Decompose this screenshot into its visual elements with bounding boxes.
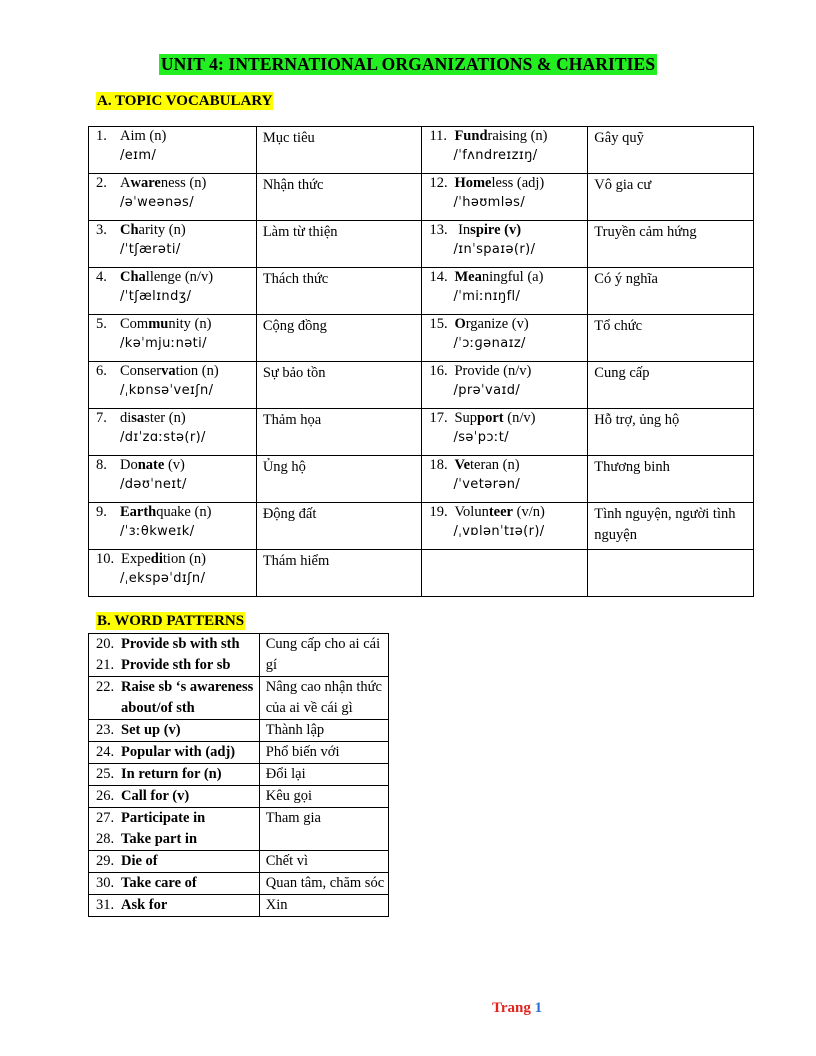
pattern-meaning-cell bbox=[259, 786, 388, 808]
vocabulary-table bbox=[88, 126, 754, 597]
vocab-word-plain-end: (n/v) bbox=[503, 410, 536, 426]
vocab-word-stress: mu bbox=[148, 316, 169, 332]
vocab-meaning-cell bbox=[256, 268, 422, 315]
vocab-word-plain-end: tion (n) bbox=[175, 363, 219, 379]
vocab-meaning: Cộng đồng bbox=[262, 318, 327, 334]
pattern-phrase bbox=[89, 677, 259, 719]
vocab-meaning-cell bbox=[256, 503, 422, 550]
vocab-word-plain-end: quake (n) bbox=[156, 504, 212, 520]
vocab-ipa: /ˌekspəˈdɪʃn/ bbox=[120, 571, 206, 586]
vocab-word-stress: Fund bbox=[454, 128, 488, 144]
pattern-phrase-cell bbox=[89, 764, 260, 786]
pattern-number: 21. bbox=[96, 657, 115, 673]
vocab-word bbox=[89, 127, 256, 163]
vocab-word-plain: Sup bbox=[454, 410, 478, 426]
pattern-text: Die of bbox=[121, 853, 158, 869]
pattern-meaning: Xin bbox=[265, 897, 288, 913]
vocab-ipa: /ˈvetərən/ bbox=[453, 477, 521, 492]
pattern-phrase bbox=[89, 829, 259, 850]
pattern-number: 29. bbox=[96, 853, 115, 869]
pattern-phrase bbox=[89, 786, 259, 807]
pattern-meaning: Cung cấp cho ai cái gí bbox=[265, 636, 381, 673]
vocab-meaning: Nhận thức bbox=[262, 177, 324, 193]
vocab-meaning-cell bbox=[256, 362, 422, 409]
pattern-meaning: Chết vì bbox=[265, 853, 309, 869]
vocab-meaning-cell bbox=[588, 221, 754, 268]
pattern-meaning: Nâng cao nhận thức của ai về cái gì bbox=[265, 679, 382, 716]
pattern-meaning-cell bbox=[259, 677, 388, 720]
vocab-word-plain-end: Aim (n) bbox=[120, 128, 167, 144]
pattern-meaning: Phổ biến với bbox=[265, 744, 340, 760]
vocab-meaning-cell bbox=[256, 409, 422, 456]
vocab-ipa: /ˈtʃærəti/ bbox=[120, 242, 181, 257]
vocab-word-cell bbox=[422, 268, 588, 315]
vocab-word-stress: ware bbox=[130, 175, 161, 191]
vocab-row bbox=[89, 174, 754, 221]
pattern-phrase bbox=[89, 742, 259, 763]
vocab-word-plain-end: llenge (n/v) bbox=[145, 269, 214, 285]
pattern-text: Provide sb with sth bbox=[121, 636, 240, 652]
pattern-phrase-cell bbox=[89, 677, 260, 720]
vocab-word-cell bbox=[89, 456, 257, 503]
pattern-meaning-cell bbox=[259, 634, 388, 677]
vocab-word-plain-end: rganize (v) bbox=[465, 316, 529, 332]
vocab-number: 11. bbox=[429, 128, 448, 144]
vocab-ipa: /kəˈmjuːnəti/ bbox=[120, 336, 207, 351]
vocab-word bbox=[89, 362, 256, 398]
pattern-row bbox=[89, 895, 389, 917]
vocab-word-plain: Do bbox=[120, 457, 138, 473]
vocab-word bbox=[422, 127, 587, 163]
vocab-word bbox=[89, 456, 256, 492]
vocab-word bbox=[422, 174, 587, 210]
vocab-meaning: Thách thức bbox=[262, 271, 329, 287]
vocab-word bbox=[89, 221, 256, 257]
vocab-word bbox=[422, 503, 587, 539]
vocab-word-plain: Com bbox=[120, 316, 149, 332]
vocab-meaning-cell bbox=[588, 127, 754, 174]
vocab-word bbox=[89, 550, 256, 586]
pattern-text: Provide sth for sb bbox=[121, 657, 231, 673]
vocab-number: 10. bbox=[96, 551, 115, 567]
vocab-meaning-cell bbox=[588, 456, 754, 503]
vocab-word-cell bbox=[89, 268, 257, 315]
vocab-meaning: Làm từ thiện bbox=[262, 224, 338, 240]
vocab-meaning-cell bbox=[588, 268, 754, 315]
pattern-phrase bbox=[89, 634, 259, 655]
vocab-word-cell bbox=[89, 127, 257, 174]
pattern-row bbox=[89, 742, 389, 764]
pattern-number: 20. bbox=[96, 636, 115, 652]
pattern-phrase-cell bbox=[89, 634, 260, 677]
pattern-number: 28. bbox=[96, 831, 115, 847]
vocab-meaning-cell bbox=[588, 550, 754, 597]
vocab-word-stress: Mea bbox=[454, 269, 482, 285]
pattern-phrase-cell bbox=[89, 873, 260, 895]
pattern-number: 23. bbox=[96, 722, 115, 738]
pattern-phrase bbox=[89, 764, 259, 785]
vocab-word bbox=[422, 409, 587, 445]
vocab-word-plain: Expe bbox=[121, 551, 151, 567]
vocab-ipa: /prəˈvaɪd/ bbox=[453, 383, 521, 398]
pattern-number: 30. bbox=[96, 875, 115, 891]
vocab-row bbox=[89, 362, 754, 409]
pattern-phrase bbox=[89, 851, 259, 872]
vocab-word-plain-end: (v/n) bbox=[512, 504, 545, 520]
pattern-number: 22. bbox=[96, 679, 115, 695]
vocab-word-cell bbox=[422, 550, 588, 597]
vocab-word bbox=[89, 503, 256, 539]
vocab-word-plain-end: tion (n) bbox=[162, 551, 206, 567]
vocab-number: 15. bbox=[429, 316, 448, 332]
vocab-word-stress: Cha bbox=[120, 269, 146, 285]
footer-page-label: Trang bbox=[492, 1000, 531, 1016]
vocab-ipa: /ˈɔːɡənaɪz/ bbox=[453, 336, 526, 351]
vocab-word bbox=[422, 221, 587, 257]
vocab-word-plain: di bbox=[120, 410, 132, 426]
pattern-row bbox=[89, 873, 389, 895]
pattern-text: Set up (v) bbox=[121, 722, 181, 738]
vocab-word-plain-end: teran (n) bbox=[470, 457, 520, 473]
vocab-row bbox=[89, 268, 754, 315]
vocab-meaning: Động đất bbox=[262, 506, 317, 522]
pattern-meaning-cell bbox=[259, 895, 388, 917]
vocab-word-stress: nate bbox=[137, 457, 165, 473]
vocab-number: 2. bbox=[96, 175, 107, 191]
vocab-meaning-cell bbox=[256, 456, 422, 503]
vocab-meaning-cell bbox=[256, 221, 422, 268]
vocab-word-stress: spire (v) bbox=[470, 222, 522, 238]
pattern-number: 27. bbox=[96, 810, 115, 826]
vocab-meaning-cell bbox=[256, 550, 422, 597]
vocab-word-plain: Conser bbox=[120, 363, 162, 379]
vocab-word-cell bbox=[422, 127, 588, 174]
vocab-meaning: Hỗ trợ, ủng hộ bbox=[594, 412, 680, 428]
vocab-word-plain-end: ster (n) bbox=[144, 410, 186, 426]
vocab-meaning: Tổ chức bbox=[594, 318, 643, 334]
vocab-ipa: /eɪm/ bbox=[120, 148, 157, 163]
section-heading-vocabulary: A. TOPIC VOCABULARY bbox=[97, 93, 273, 109]
vocab-word-plain-end: nity (n) bbox=[168, 316, 212, 332]
vocab-number: 18. bbox=[429, 457, 448, 473]
vocab-number: 16. bbox=[429, 363, 448, 379]
vocab-word-cell bbox=[422, 409, 588, 456]
page-title: UNIT 4: INTERNATIONAL ORGANIZATIONS & CHARITIES bbox=[160, 54, 656, 74]
pattern-text: Raise sb ‘s awareness about/of sth bbox=[121, 679, 254, 716]
vocab-meaning: Thám hiểm bbox=[262, 553, 330, 569]
vocab-ipa: /ˈɜːθkweɪk/ bbox=[120, 524, 195, 539]
vocab-word-stress: sa bbox=[131, 410, 145, 426]
vocab-number: 19. bbox=[429, 504, 448, 520]
vocab-word bbox=[422, 362, 587, 398]
pattern-meaning: Thành lập bbox=[265, 722, 325, 738]
vocab-meaning-cell bbox=[588, 362, 754, 409]
vocab-word-stress: Ve bbox=[454, 457, 471, 473]
pattern-meaning: Quan tâm, chăm sóc bbox=[265, 875, 385, 891]
pattern-phrase bbox=[89, 873, 259, 894]
vocab-number: 12. bbox=[429, 175, 448, 191]
vocab-row bbox=[89, 456, 754, 503]
vocab-meaning-cell bbox=[256, 127, 422, 174]
vocab-ipa: /səˈpɔːt/ bbox=[453, 430, 510, 445]
vocab-word bbox=[89, 315, 256, 351]
pattern-phrase bbox=[89, 655, 259, 676]
vocab-meaning: Thảm họa bbox=[262, 412, 322, 428]
vocab-word bbox=[422, 268, 587, 304]
vocab-meaning: Ủng hộ bbox=[262, 459, 306, 475]
vocab-word-cell bbox=[89, 550, 257, 597]
vocab-word-stress: teer bbox=[488, 504, 513, 520]
vocab-word-plain: A bbox=[120, 175, 131, 191]
vocab-number: 4. bbox=[96, 269, 107, 285]
pattern-row bbox=[89, 808, 389, 851]
pattern-meaning-cell bbox=[259, 873, 388, 895]
vocab-meaning: Cung cấp bbox=[594, 365, 650, 381]
vocab-meaning: Vô gia cư bbox=[594, 177, 652, 193]
vocab-word-cell bbox=[422, 315, 588, 362]
pattern-phrase-cell bbox=[89, 808, 260, 851]
vocab-ipa: /ˈtʃælɪndʒ/ bbox=[120, 289, 192, 304]
vocab-word-plain: In bbox=[454, 222, 471, 238]
vocab-number: 7. bbox=[96, 410, 107, 426]
pattern-phrase-cell bbox=[89, 895, 260, 917]
vocab-number: 9. bbox=[96, 504, 107, 520]
vocab-word-cell bbox=[422, 362, 588, 409]
vocab-word-stress: va bbox=[161, 363, 176, 379]
pattern-phrase bbox=[89, 720, 259, 741]
vocab-word-cell bbox=[89, 221, 257, 268]
vocab-word-cell bbox=[89, 362, 257, 409]
pattern-text: Take care of bbox=[121, 875, 197, 891]
vocab-meaning: Mục tiêu bbox=[262, 130, 315, 146]
pattern-meaning-cell bbox=[259, 764, 388, 786]
vocab-ipa: /ˈfʌndreɪzɪŋ/ bbox=[453, 148, 538, 163]
pattern-meaning: Đổi lại bbox=[265, 766, 306, 782]
pattern-row bbox=[89, 851, 389, 873]
pattern-text: Popular with (adj) bbox=[121, 744, 236, 760]
pattern-row bbox=[89, 677, 389, 720]
vocab-row bbox=[89, 409, 754, 456]
vocab-row bbox=[89, 550, 754, 597]
vocab-row bbox=[89, 127, 754, 174]
vocab-word-stress: Ch bbox=[120, 222, 139, 238]
vocab-ipa: /ˌkɒnsəˈveɪʃn/ bbox=[120, 383, 214, 398]
pattern-meaning-cell bbox=[259, 720, 388, 742]
vocab-word-cell bbox=[89, 315, 257, 362]
pattern-row bbox=[89, 720, 389, 742]
vocab-meaning: Sự bảo tồn bbox=[262, 365, 326, 381]
vocab-ipa: /dəʊˈneɪt/ bbox=[120, 477, 187, 492]
pattern-row bbox=[89, 634, 389, 677]
vocab-word bbox=[422, 315, 587, 351]
vocab-word-plain-end: ningful (a) bbox=[481, 269, 544, 285]
vocab-number: 17. bbox=[429, 410, 448, 426]
vocab-word-plain-end: ness (n) bbox=[160, 175, 207, 191]
pattern-number: 26. bbox=[96, 788, 115, 804]
vocab-word-cell bbox=[422, 221, 588, 268]
vocab-word-plain-end: (v) bbox=[164, 457, 185, 473]
vocab-ipa: /ɪnˈspaɪə(r)/ bbox=[453, 242, 536, 257]
footer-page-number: 1 bbox=[534, 1000, 543, 1016]
vocab-word-cell bbox=[89, 174, 257, 221]
vocab-row bbox=[89, 221, 754, 268]
pattern-phrase-cell bbox=[89, 851, 260, 873]
vocab-word bbox=[422, 456, 587, 492]
pattern-row bbox=[89, 764, 389, 786]
vocab-row bbox=[89, 503, 754, 550]
vocab-meaning-cell bbox=[588, 409, 754, 456]
vocab-ipa: /ˈmiːnɪŋfl/ bbox=[453, 289, 521, 304]
pattern-text: Take part in bbox=[121, 831, 198, 847]
pattern-phrase-cell bbox=[89, 786, 260, 808]
vocab-row bbox=[89, 315, 754, 362]
vocab-meaning-cell bbox=[256, 174, 422, 221]
vocab-word-stress: O bbox=[454, 316, 466, 332]
vocab-number: 14. bbox=[429, 269, 448, 285]
vocab-meaning-cell bbox=[588, 503, 754, 550]
vocab-meaning-cell bbox=[588, 174, 754, 221]
vocab-word-plain: Volun bbox=[454, 504, 489, 520]
vocab-meaning: Gây quỹ bbox=[594, 130, 644, 146]
vocab-word-plain: Provide (n/v) bbox=[454, 363, 532, 379]
section-heading-word-patterns: B. WORD PATTERNS bbox=[97, 613, 245, 629]
vocab-word-plain-end: arity (n) bbox=[138, 222, 186, 238]
vocab-number: 13. bbox=[429, 222, 448, 238]
vocab-word bbox=[89, 409, 256, 445]
vocab-word-cell bbox=[422, 174, 588, 221]
vocab-meaning: Tình nguyện, người tình nguyện bbox=[594, 506, 736, 543]
pattern-text: In return for (n) bbox=[121, 766, 222, 782]
vocab-number: 5. bbox=[96, 316, 107, 332]
pattern-meaning-cell bbox=[259, 851, 388, 873]
pattern-number: 31. bbox=[96, 897, 115, 913]
pattern-meaning: Kêu gọi bbox=[265, 788, 313, 804]
vocab-word bbox=[89, 174, 256, 210]
vocab-ipa: /dɪˈzɑːstə(r)/ bbox=[120, 430, 206, 445]
vocab-meaning: Có ý nghĩa bbox=[594, 271, 658, 287]
vocab-ipa: /əˈweənəs/ bbox=[120, 195, 194, 210]
pattern-phrase bbox=[89, 808, 259, 829]
page-footer bbox=[492, 1000, 542, 1017]
pattern-text: Ask for bbox=[121, 897, 168, 913]
vocab-word-stress: Home bbox=[454, 175, 492, 191]
vocab-word-stress: di bbox=[150, 551, 163, 567]
pattern-text: Call for (v) bbox=[121, 788, 190, 804]
title-wrapper bbox=[0, 54, 816, 75]
vocab-number: 8. bbox=[96, 457, 107, 473]
vocab-ipa: /ˈhəʊmləs/ bbox=[453, 195, 526, 210]
vocab-word bbox=[89, 268, 256, 304]
vocab-meaning: Truyền cảm hứng bbox=[594, 224, 697, 240]
vocab-number: 3. bbox=[96, 222, 107, 238]
pattern-meaning-cell bbox=[259, 808, 388, 851]
pattern-meaning-cell bbox=[259, 742, 388, 764]
vocab-word-cell bbox=[89, 503, 257, 550]
vocab-word-plain-end: less (adj) bbox=[491, 175, 545, 191]
vocab-number: 6. bbox=[96, 363, 107, 379]
word-patterns-table bbox=[88, 633, 389, 917]
vocab-ipa: /ˌvɒlənˈtɪə(r)/ bbox=[453, 524, 545, 539]
vocab-meaning-cell bbox=[256, 315, 422, 362]
vocab-meaning-cell bbox=[588, 315, 754, 362]
vocab-word-cell bbox=[89, 409, 257, 456]
pattern-phrase bbox=[89, 895, 259, 916]
pattern-row bbox=[89, 786, 389, 808]
vocab-number: 1. bbox=[96, 128, 107, 144]
vocab-word-stress: port bbox=[477, 410, 504, 426]
pattern-phrase-cell bbox=[89, 720, 260, 742]
pattern-meaning: Tham gia bbox=[265, 810, 321, 826]
vocab-word-cell bbox=[422, 456, 588, 503]
vocab-word-stress: Earth bbox=[120, 504, 157, 520]
pattern-number: 25. bbox=[96, 766, 115, 782]
pattern-number: 24. bbox=[96, 744, 115, 760]
pattern-text: Participate in bbox=[121, 810, 206, 826]
vocab-meaning: Thương binh bbox=[594, 459, 670, 475]
pattern-phrase-cell bbox=[89, 742, 260, 764]
vocab-word-cell bbox=[422, 503, 588, 550]
vocab-word-plain-end: raising (n) bbox=[487, 128, 548, 144]
